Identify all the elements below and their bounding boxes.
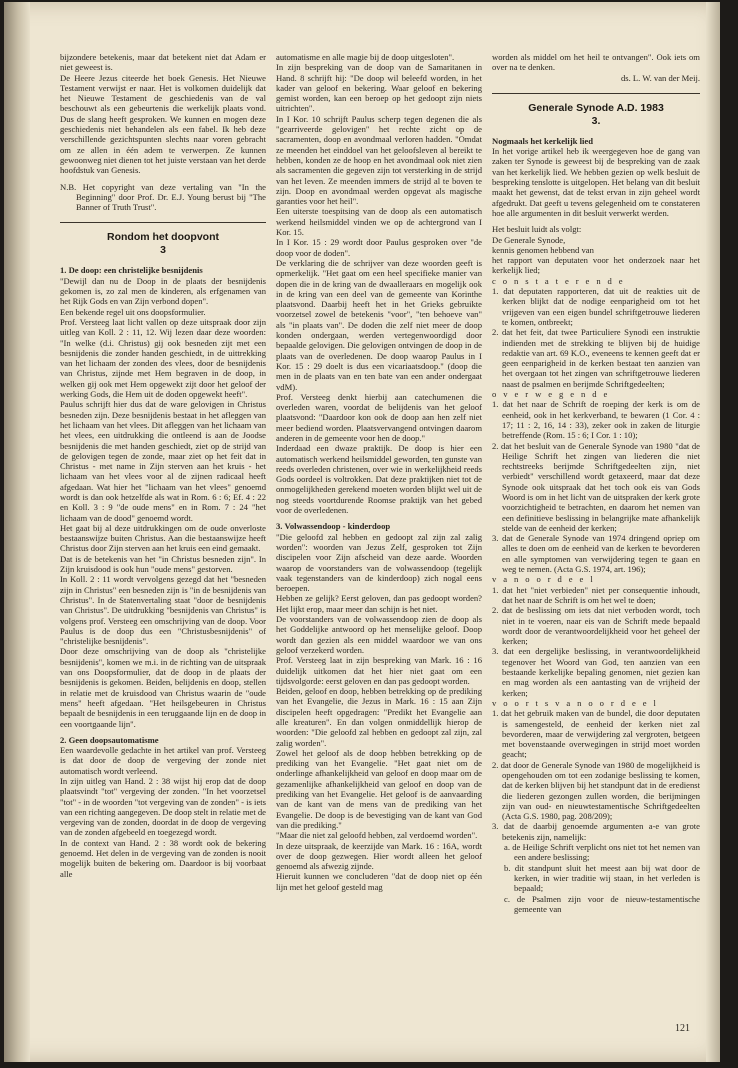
subheading-lied: Nogmaals het kerkelijk lied <box>492 135 593 146</box>
known-line: kennis genomen hebbend van <box>492 244 594 255</box>
col3-top: worden als middel om het heil te ontvangen". Ook iets om over na te denken. <box>492 52 700 73</box>
section-heading-doopvont <box>60 231 266 257</box>
paragraph: Zowel het geloof als de doop hebben betrekking op de prediking van het Evangelie. "Het gaat niet om de onderlinge afhankelijkheid van geloof en doop maar om de gezamenlijke afhankelijkheid van geloof en doop van de prediking van het Evangelie. Het geloof is de aanvaarding van de kant van de mens van de prediking van het Evangelie. De doop is de bevestiging van de kant van God van die prediking." <box>276 747 482 830</box>
subheading-2: 2. Geen doopsautomatisme <box>60 734 159 745</box>
list-item: 2. dat de beslissing om iets dat niet verboden wordt, toch niet in te voeren, naar eis van de Schrift mede bepaald wordt door de verantwoordelijkheid voor het geheel der kerken; <box>492 605 700 647</box>
paragraph: In I Kor. 10 schrijft Paulus scherp tegen degenen die als "gearriveerde gelovigen" het rechte zicht op de sacramenten, doop en avondmaal verloren hadden. "Omdat ze meenden het einddoel van het geloofsleven al bereikt te hebben, konden ze de hoop en het avondmaal ook niet zien als sacramenten die gegeven zijn tot versterking in de strijd van het leven. Ze meenden immers de strijd al te boven te zijn. Doop en avondmaal werden opgevat als magische garanties voor het heil". <box>276 113 482 207</box>
book-spine-shadow <box>4 2 30 1062</box>
report-line: het rapport van deputaten voor het onderzoek naar het kerkelijk lied; <box>492 255 700 276</box>
overwegende-label: o v e r w e g e n d e <box>492 389 610 400</box>
paragraph: "Dewijl dan nu de Doop in de plaats der besnijdenis gekomen is, zo zal men de kinderen, als erfgenamen van het Rijk Gods en van Zijn verbond dopen". <box>60 275 266 307</box>
list-item: 1. dat het gebruik maken van de bundel, die door deputaten is samengesteld, de eenheid der kerken niet zal bevorderen, maar de verwijdering zal vergroten, betgeen met bovenstaande overwegingen in strijd moet worden geacht; <box>492 708 700 760</box>
list-item: 2. dat door de Generale Synode van 1980 de mogelijkheid is opengehouden om tot een zodanige beslissing te komen, dat de kerken blijven bij het standpunt dat in de eredienst die liederen gezongen zullen worden, die berijmingen zijn van oud- en nieuwtestamentische Schriftgedeelten (Acta G.S. 1980, pag. 208/209); <box>492 759 700 822</box>
paragraph: In Koll. 2 : 11 wordt vervolgens gezegd dat het "besneden zijn in Christus" een besneden zijn is "in de besnijdenis van Christus". In de Statenvertaling staat "door de besnijdenis van Christus". De uitdrukking "besnijdenis van Christus" is volgens prof. Versteeg een omschrijving van de doop. Voor Paulus is de doop dus een "Christusbesnijdenis" of "christelijke besnijdenis". <box>60 574 266 647</box>
sub3-body <box>276 532 482 892</box>
paragraph: Dat is de betekenis van het "in Christus besneden zijn". In Zijn kruisdood is ook hun "oude mens" gestorven. <box>60 553 266 575</box>
subheading-3: 3. Volwassendoop - kinderdoop <box>276 521 391 532</box>
paragraph: De voorstanders van de volwassendoop zien de doop als het Goddelijke antwoord op het menselijke geloof. Doop wordt dan gezien als een middel waardoor we van ons geloof verzekerd worden. <box>276 614 482 655</box>
paragraph: In deze uitspraak, de keerzijde van Mark. 16 : 16A, wordt over de doop gezwegen. Hier wordt alleen het geloof genoemd als afwezig zijnde. <box>276 840 482 872</box>
list-item: 3. dat de daarbij genoemde argumenten a-e van grote betekenis zijn, namelijk: <box>492 821 700 842</box>
constaterende-label: c o n s t a t e r e n d e <box>492 275 626 286</box>
list-item: 2. dat het feit, dat twee Particuliere Synodi een instruktie indienden met de strekking te blijven bij de huidige redaktie van art. 69 K.O., eveneens te kennen geeft dat er geen eenparigheid in de kerken bestaat ten aanzien van het overgaan tot het zingen van schriftgetrouwe liederen naast de psalmen en berijmde Schriftgedeelten; <box>492 327 700 389</box>
list-item: 1. dat het "niet verbieden" niet per consequentie inhoudt, dat het naar de Schrift is om het wel te doen; <box>492 584 700 605</box>
sub2-body <box>60 745 266 879</box>
paragraph: In I Kor. 15 : 29 wordt door Paulus gesproken over "de doop voor de doden". <box>276 237 482 258</box>
paragraph: Het gaat bij al deze uitdrukkingen om de oude onverloste bestaanswijze buiten Christus. Aan die bestaanswijze heeft Christus door Zijn sterven aan het kruis een eind gemaakt. <box>60 522 266 554</box>
paragraph: De verklaring die de schrijver van deze woorden geeft is opmerkelijk. "Het gaat om een heel specifieke manier van dopen die in de kring van de dwaalleraars en mogelijk ook in de kring van een deel van de gemeente van Korinthe plaatsvond. Daarbij heeft het in het Grieks gebruikte voorzetsel zowel de betekenis "voor", "ten behoeve van" als "in plaats van". De doden die zelf niet meer de doop konden ondergaan, werden vertegenwoordigd door bepaalde gelovigen. Die gelovigen ontvingen de doop in de plaats van de overledenen. De doop waarop Paulus in I Kor. 15 : 29 doelt is dus een vicariaatsdoop." (doop die men in de plaats van en ten bate van een ander ondergaat vdM). <box>276 257 482 392</box>
synode-title: Generale Synode A.D. 1983 <box>528 101 664 114</box>
voorts-label: v o o r t s v a n o o r d e e l <box>492 697 659 708</box>
paragraph: De Heere Jezus citeerde het boek Genesis. Het Nieuwe Testament verwijst er naar. Het is volkomen duidelijk dat het Nieuwe Testament de geschiedenis van de val beschouwt als een gebeurtenis die werkelijk plaats vond. Dus de slang heeft gesproken. We kunnen en mogen deze geschiedenis niet behandelen als een fabel. Ik heb deze verschillende gezichtspunten slechts naar voren gebracht om ze allen in één adem te verwerpen. Ze kunnen gewoonweg niet dienen tot het juiste verstaan van het derde hoofdstuk van Genesis. <box>60 72 266 176</box>
synode-number: 3. <box>591 114 601 127</box>
voorts-list <box>492 708 700 842</box>
paragraph: "Maar die niet zal geloofd hebben, zal verdoemd worden". <box>276 830 478 841</box>
paragraph: Prof. Versteeg laat licht vallen op deze uitspraak door zijn uitleg van Koll. 2 : 11, 12. Wij lezen daar deze woorden: "In welke (d.i. Christus) gij ook besneden zijt met een besnijdenis die zonder handen geschiedt, in de uittrekking van het lichaam der zonden des vlees, door de besnijdenis van Christus, zijnde met Hem begraven in de doop, in welken gij ook met Hem opgewekt zijt door het geloof der werking Gods, die Hem uit de doden opgewekt heeft". <box>60 316 266 400</box>
list-item: b. dit standpunt sluit het meest aan bij wat door de kerken, in wier traditie wij staan, in het verleden is bepaald; <box>504 862 700 894</box>
paragraph: Prof. Versteeg laat in zijn bespreking van Mark. 16 : 16 duidelijk uitkomen dat het hier niet gaat om een tijdsvolgorde: eerst geloven en dan pas gedoopt worden. <box>276 655 482 686</box>
col1-intro <box>60 52 266 176</box>
constaterende-list <box>492 286 700 389</box>
sub1-body <box>60 276 266 729</box>
page-number: 121 <box>675 1023 690 1034</box>
list-item: 3. dat een dergelijke beslissing, in verantwoordelijkheid tegenover het Woord van God, ten aanzien van een bestaande kerkelijke bepaling genomen, niet gezien kan en mag worden als een aantasting van de vrijheid der kerken; <box>492 646 700 698</box>
list-item: 2. dat het besluit van de Generale Synode van 1980 "dat de Heilige Schrift het zingen van liederen die niet rechtstreeks berijmde Schriftgedeelten zijn, niet verbiedt" verschillend wordt getaxeerd, maar dat deze Synode ook uitspraak dat het toch ook eis van Gods Woord is om in het licht van de uitspraken der kerk grote voorzichtigheid te betrachten, en daarom het nemen van een definitieve beslissing in belangrijke mate afhankelijk stelde van de eenheid der kerken; <box>492 440 700 533</box>
paragraph: Prof. Versteeg denkt hierbij aan catechumenen die overleden waren, voordat de belijdenis van het geloof plaatsvond: "Daardoor kon ook de doop aan hen zelf niet meer bediend worden. Plaatsvervangend ontvingen daarom anderen in de gemeente voor hen de doop." <box>276 391 482 443</box>
col2-body <box>276 52 482 515</box>
paragraph: Een waardevolle gedachte in het artikel van prof. Versteeg is dat door de doop de vergeving der zonde niet automatisch wordt verleend. <box>60 745 266 776</box>
list-item: 1. dat het naar de Schrift de roeping der kerk is om de eenheid, ook in het kerkverband, te bewaren (1 Cor. 4 : 17; 11 : 2, 16, 14 : 33), zeker ook in zaken de liturgie betreffende (Rom. 15 : 6; I Cor. 1 : 10); <box>492 399 700 441</box>
paragraph: automatisme en alle magie bij de doop uitgesloten". <box>276 52 455 62</box>
paragraph: "Die geloofd zal hebben en gedoopt zal zijn zal zalig worden": woorden van Jezus Zelf, gesproken tot Zijn discipelen voor Zijn afscheid van deze aarde. Woorden waarop de voorstanders van de volwassendoop (tegelijk vaak tegenstanders van de kinderdoop) zich nogal eens beroepen. <box>276 531 482 594</box>
column-2 <box>276 52 482 1037</box>
column-3 <box>492 52 700 1037</box>
paragraph: Hebben ze gelijk? Eerst geloven, dan pas gedoopt worden? Het lijkt erop, maar meer dan schijn is het niet. <box>276 593 482 614</box>
copyright-note: N.B. Het copyright van deze vertaling van "In the Beginning" door Prof. Dr. E.J. Young berust bij "The Banner of Truth Trust". <box>60 181 266 213</box>
oordeel-list <box>492 585 700 698</box>
author-signature: ds. L. W. van der Meij. <box>620 72 700 83</box>
page-edge <box>706 2 720 1062</box>
section-rule-2 <box>492 93 700 94</box>
letters-list <box>492 842 700 914</box>
magazine-page <box>4 2 720 1062</box>
paragraph: Paulus schrijft hier dus dat de ware gelovigen in Christus besneden zijn. Deze besnijdenis bestaat in het afleggen van het lichaam van het vlees. Dit afleggen van het lichaam van het vlees, een uitdrukking die ontleend is aan de Joodse besnijdenis die met handen geschiedt, ziet op de strijd van de gelovigen tegen de zonde, maar ziet op het feit dat in Christus - met name in Zijn sterven aan het kruis - het lichaam van het vlees voor al de zijnen radicaal heeft afgedaan. Wat hier het "lichaam van het vlees" genoemd wordt is dan ook hetzelfde als wat in Rom. 6 : 6; Ef. 4 : 22 en Koll. 3 : 9 "de oude mens" en in Rom. 7 : 24 "het lichaam van de dood" genoemd wordt. <box>60 399 266 523</box>
section-title: Rondom het doopvont <box>107 231 219 244</box>
synode-intro: In het vorige artikel heb ik weergegeven hoe de gang van zaken ter Synode is geweest bij de bespreking van de zaak van het kerkelijk lied. We hebben gezien op welk besluit de bespreking tenslotte is uitgelopen. Het belang van dit besluit maakt het gewenst, dat de tekst ervan in zijn geheel wordt afgedrukt. Dat geeft u tevens gelegenheid om te constateren hoe alle argumenten in dit besluit verwerkt werden. <box>492 146 700 218</box>
paragraph: Een uiterste toespitsing van de doop als een automatisch werkend heilsmiddel vinden we op de achtergrond van I Kor. 15. <box>276 206 482 238</box>
paragraph: Hieruit kunnen we concluderen "dat de doop niet op één lijn met het geloof gesteld mag <box>276 871 482 892</box>
overwegende-list <box>492 399 700 574</box>
list-item: c. de Psalmen zijn voor de nieuw-testamentische gemeente van <box>504 893 700 914</box>
oordeel-label: v a n o o r d e e l <box>492 574 596 585</box>
paragraph: Door deze omschrijving van de doop als "christelijke besnijdenis", komen we m.i. in de richting van de uitspraak van ons Doopsformulier, dat de doop in de plaats der besnijdenis is gekomen. Beiden, belijdenis en doop, stellen in relatie met de kruisdood van Christus waarin de "oude mens" heeft afgedaan. "Het heilsgebeuren in Christus bepaalt de besnijdenis in een teruggaande lijn en de doop in een voortgaande lijn". <box>60 646 266 729</box>
paragraph: In zijn uitleg van Hand. 2 : 38 wijst hij erop dat de doop plaatsvindt "tot" vergeving der zonden. "In het voorzetsel "tot" - in de woorden "tot vergeving van de zonden" - is iets van een richting aangegeven. De doop stelt in relatie met de vergeving van de zonden, doordat in de doop de vergeving van de zonden afgebeeld en toegezegd wordt. <box>60 776 266 838</box>
list-item: 1. dat deputaten rapporteren, dat uit de reakties uit de kerken blijkt dat de nodige eenparigheid om tot het vrijgeven van een eigen bundel schriftgetrouwe liederen te komen, ontbreekt; <box>492 286 700 327</box>
paragraph: Inderdaad een dwaze praktijk. De doop is hier een automatisch werkend heilsmiddel geworden, ten gunste van reeds overleden christenen, over wie in werkelijkheid reeds Gods oordeel is voltrokken. Dat deze praktijken niet tot de onmogelijkheden gerekend moeten worden blijkt wel uit de nog steeds voortdurende Roomse praktijk van het gebed voor de overledenen. <box>276 443 482 516</box>
list-item: a. de Heilige Schrift verplicht ons niet tot het nemen van een andere beslissing; <box>504 842 700 863</box>
section-heading-synode <box>492 102 700 128</box>
paragraph: In de context van Hand. 2 : 38 wordt ook de bekering genoemd. Het delen in de vergeving van de zonden is nooit mogelijk buiten de bekering om. Daardoor is bij voorbaat alle <box>60 837 266 879</box>
synod-line: De Generale Synode, <box>492 234 566 245</box>
column-1 <box>60 52 266 1037</box>
decision-intro: Het besluit luidt als volgt: <box>492 224 582 235</box>
paragraph: Een bekende regel uit ons doopsformulier. <box>60 306 206 317</box>
paragraph: In zijn bespreking van de doop van de Samaritanen in Hand. 8 schrijft hij: "De doop wil beleefd worden, in het kader van geloof en bekering. Waar geloof en bekering gemist worden, kan een beroep op het gedoopt zijn niets uitrichten". <box>276 62 482 114</box>
section-number: 3 <box>160 244 166 257</box>
section-rule <box>60 222 266 223</box>
paragraph: Beiden, geloof en doop, hebben betrekking op de prediking van het Evangelie, die Jezus in Mark. 16 : 15 aan Zijn discipelen heeft opgedragen: "Predikt het Evangelie aan alle kreaturen". En dan volgen onmiddellijk hierop de woorden: "Die geloofd zal hebben en gedoopt zal zijn, zal zalig worden". <box>276 686 482 748</box>
paragraph: bijzondere betekenis, maar dat betekent niet dat Adam er niet geweest is. <box>60 52 266 73</box>
subheading-1: 1. De doop: een christelijke besnijdenis <box>60 265 203 276</box>
list-item: 3. dat de Generale Synode van 1974 dringend opriep om alles te doen om de eenheid van de kerken te bevorderen en alle symptomen van verwijdering tegen te gaan en weg te nemen. (Acta G.S. 1974, art. 196); <box>492 533 700 575</box>
